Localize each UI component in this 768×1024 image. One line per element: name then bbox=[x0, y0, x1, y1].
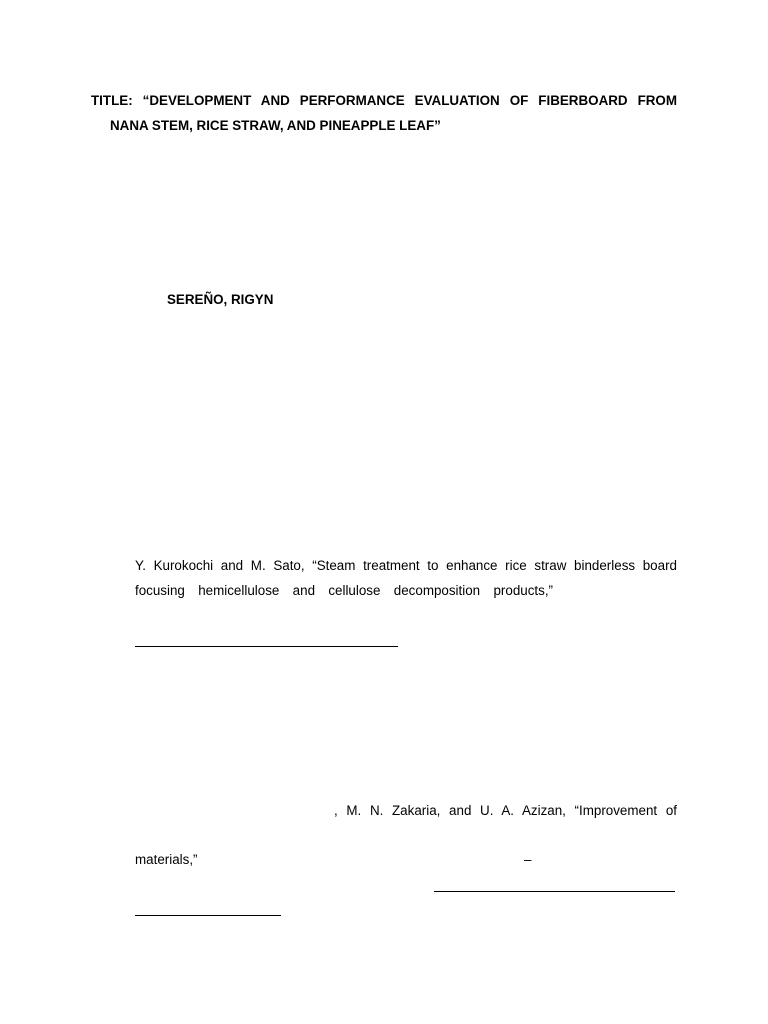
document-title-line-1: TITLE: “DEVELOPMENT AND PERFORMANCE EVALUATION OF FIBERBOARD FROM bbox=[91, 93, 677, 108]
redaction-underline bbox=[135, 915, 281, 916]
reference-2-line-2: materials,” bbox=[135, 852, 198, 867]
author-name: SEREÑO, RIGYN bbox=[167, 292, 274, 307]
document-title-line-2: NANA STEM, RICE STRAW, AND PINEAPPLE LEAF” bbox=[110, 118, 441, 133]
reference-2-dash: – bbox=[524, 852, 532, 867]
redaction-underline bbox=[434, 891, 675, 892]
reference-2-line-1: , M. N. Zakaria, and U. A. Azizan, “Improvement of bbox=[334, 803, 677, 818]
reference-1-line-1: Y. Kurokochi and M. Sato, “Steam treatment to enhance rice straw binderless board bbox=[135, 558, 677, 573]
reference-1-line-2: focusing hemicellulose and cellulose decomposition products,” bbox=[135, 583, 553, 598]
redaction-underline bbox=[135, 646, 398, 647]
